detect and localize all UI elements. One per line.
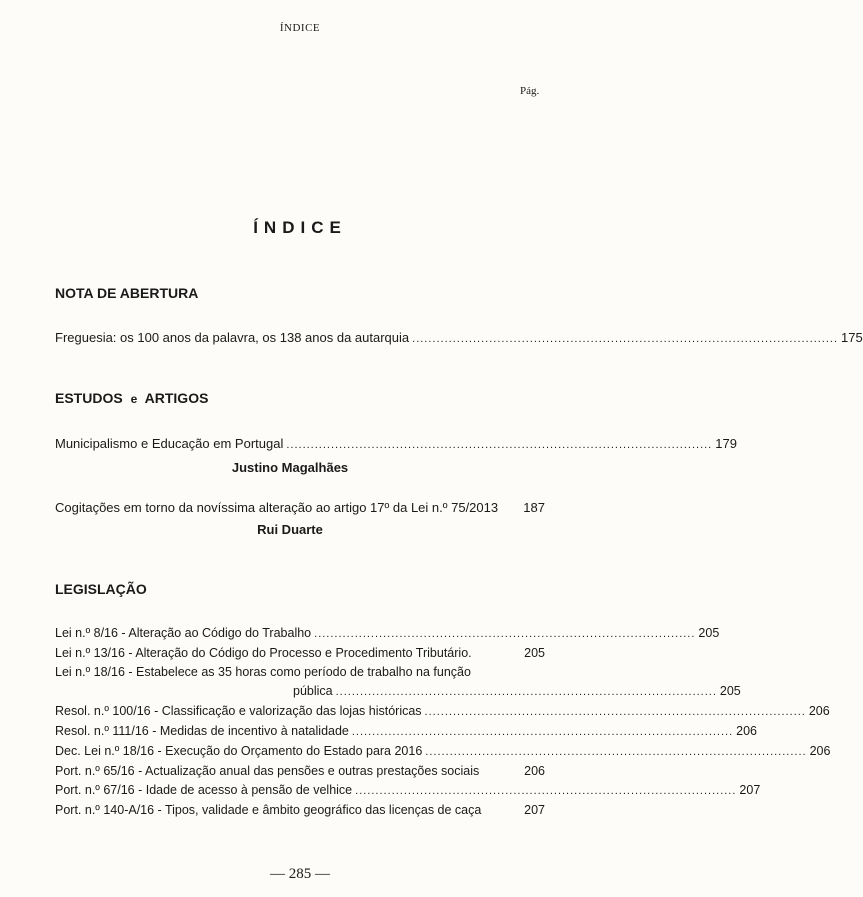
toc-entry-author: Rui Duarte xyxy=(257,522,323,537)
section-heading-nota: NOTA DE ABERTURA xyxy=(55,285,199,301)
toc-entry-page: 205 xyxy=(719,684,741,698)
section-heading-estudos xyxy=(55,390,208,406)
leader-dots: .............................................................................................. xyxy=(335,686,717,698)
toc-entry-page: 205 xyxy=(698,626,720,640)
toc-entry-title: Lei n.º 8/16 - Alteração ao Código do Trabalho xyxy=(55,626,312,640)
toc-entry-page: 205 xyxy=(524,646,545,660)
toc-entry-page: 179 xyxy=(715,436,737,451)
leader-dots: .............................................................................................. xyxy=(314,628,696,640)
page-title: ÍNDICE xyxy=(253,218,347,237)
toc-entry-title: Port. n.º 67/16 - Idade de acesso à pensão de velhice xyxy=(55,783,353,797)
toc-entry[interactable] xyxy=(55,801,545,820)
heading-part: ESTUDOS xyxy=(55,390,123,406)
toc-entry[interactable] xyxy=(55,781,761,801)
leader-dots: .............................................................................................. xyxy=(425,746,807,758)
heading-conjunction: e xyxy=(130,392,138,406)
leader-dots: .............................................................................................. xyxy=(355,785,737,797)
legislation-list xyxy=(55,624,831,820)
toc-entry-page: 207 xyxy=(739,783,761,797)
leader-dots: ......................................................................................................... xyxy=(286,439,713,451)
toc-entry[interactable] xyxy=(55,742,831,762)
toc-entry[interactable] xyxy=(55,663,741,702)
toc-entry-page: 175 xyxy=(841,330,863,345)
page-column-label: Pág. xyxy=(520,85,540,97)
toc-entry-page: 207 xyxy=(524,803,545,817)
toc-entry-title: Dec. Lei n.º 18/16 - Execução do Orçamento do Estado para 2016 xyxy=(55,744,423,758)
running-head: ÍNDICE xyxy=(279,22,321,34)
heading-part: ARTIGOS xyxy=(144,390,209,406)
toc-entry-title: Cogitações em torno da novíssima alteração ao artigo 17º da Lei n.º 75/2013 xyxy=(55,500,499,515)
page-number-footer: — 285 — xyxy=(270,866,330,882)
toc-entry[interactable] xyxy=(55,328,863,349)
toc-entry-continuation: pública xyxy=(293,684,333,698)
toc-entry-page: 206 xyxy=(736,724,758,738)
toc-entry-title: Municipalismo e Educação em Portugal xyxy=(55,436,284,451)
toc-entry[interactable] xyxy=(55,722,758,742)
leader-dots: .............................................................................................. xyxy=(351,726,734,738)
toc-entry-page: 206 xyxy=(808,704,830,718)
toc-entry-title: Resol. n.º 100/16 - Classificação e valorização das lojas históricas xyxy=(55,704,422,718)
toc-entry-title: Freguesia: os 100 anos da palavra, os 138 anos da autarquia xyxy=(55,330,410,345)
leader-dots: .............................................................................................. xyxy=(424,706,806,718)
toc-entry[interactable] xyxy=(55,624,720,644)
toc-entry[interactable] xyxy=(55,434,737,478)
toc-entry-title: Port. n.º 65/16 - Actualização anual das pensões e outras prestações sociais xyxy=(55,764,480,778)
toc-entry-title: Port. n.º 140-A/16 - Tipos, validade e âmbito geográfico das licenças de caça xyxy=(55,803,482,817)
toc-entry-author: Justino Magalhães xyxy=(231,460,349,475)
toc-entry-title: Lei n.º 13/16 - Alteração do Código do Processo e Procedimento Tributário. xyxy=(55,646,472,660)
toc-entry-page: 206 xyxy=(524,764,545,778)
toc-entry[interactable] xyxy=(55,762,545,781)
toc-entry[interactable] xyxy=(55,644,545,663)
leader-dots: ......................................................................................................... xyxy=(412,333,839,345)
toc-entry-page: 206 xyxy=(809,744,831,758)
toc-entry-page: 187 xyxy=(523,500,545,515)
toc-entry-title: Lei n.º 18/16 - Estabelece as 35 horas como período de trabalho na função xyxy=(55,665,471,679)
toc-entry-title: Resol. n.º 111/16 - Medidas de incentivo à natalidade xyxy=(55,724,349,738)
toc-entry[interactable] xyxy=(55,702,830,722)
toc-entry[interactable] xyxy=(55,498,545,540)
section-heading-legislacao: LEGISLAÇÃO xyxy=(55,581,147,597)
